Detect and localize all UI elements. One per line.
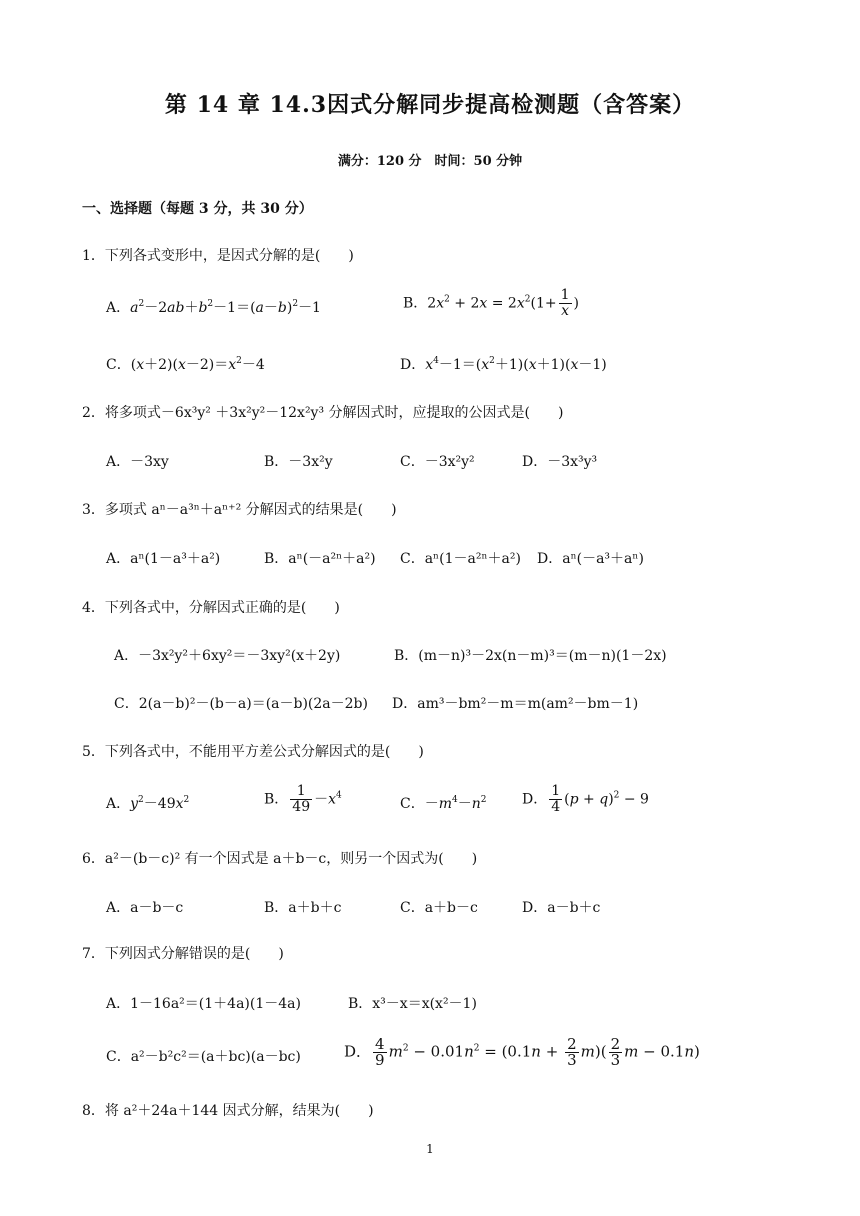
q1-option-c: C．$(x+2)(x-2)=x^2-4$ bbox=[106, 356, 265, 373]
q1-option-a: A．$a^2-2ab+b^2-1=(a-b)^2-1$ bbox=[106, 299, 321, 316]
q7-option-b: B．x³－x＝x(x²－1) bbox=[348, 996, 477, 1012]
question-6: 6．a²－(b－c)² 有一个因式是 a＋b－c，则另一个因式为( ) bbox=[82, 851, 478, 867]
q6-option-d: D．a－b＋c bbox=[522, 900, 601, 916]
q2-option-c: C．－3x²y² bbox=[400, 454, 475, 470]
q3-option-c: C．aⁿ(1－a²ⁿ＋a²) bbox=[400, 551, 521, 567]
q4-option-c: C．2(a－b)²－(b－a)＝(a－b)(2a－2b) bbox=[114, 696, 368, 712]
q3-option-b: B．aⁿ(－a²ⁿ＋a²) bbox=[264, 551, 376, 567]
question-3: 3．多项式 aⁿ－a³ⁿ＋aⁿ⁺² 分解因式的结果是( ) bbox=[82, 502, 397, 518]
q1-option-b: B．$2x^2 + 2x = 2x^2(1+$ $\frac{1}{x}$ ) bbox=[403, 287, 579, 319]
q5-option-b: B． $\frac{1}{49}$ $-x^4$ bbox=[264, 783, 342, 815]
q4-option-d: D．am³－bm²－m＝m(am²－bm－1) bbox=[392, 696, 639, 712]
q6-option-c: C．a＋b－c bbox=[400, 900, 478, 916]
question-1: 1．下列各式变形中，是因式分解的是( ) bbox=[82, 248, 354, 264]
section-heading: 一、选择题（每题 3 分，共 30 分） bbox=[82, 201, 313, 217]
q4-option-a: A．－3x²y²＋6xy²＝－3xy²(x＋2y) bbox=[114, 648, 341, 664]
q3-option-a: A．aⁿ(1－a³＋a²) bbox=[106, 551, 221, 567]
q5-option-a: A．$y^2-49x^2$ bbox=[106, 795, 190, 812]
question-7: 7．下列因式分解错误的是( ) bbox=[82, 946, 284, 962]
exam-meta: 满分：120 分 时间：50 分钟 bbox=[337, 154, 523, 169]
q2-option-b: B．－3x²y bbox=[264, 454, 333, 470]
q2-option-d: D．－3x³y³ bbox=[522, 454, 598, 470]
question-4: 4．下列各式中，分解因式正确的是( ) bbox=[82, 600, 340, 616]
q2-option-a: A．－3xy bbox=[106, 454, 169, 470]
q6-option-a: A．a－b－c bbox=[106, 900, 184, 916]
question-8: 8．将 a²＋24a＋144 因式分解，结果为( ) bbox=[82, 1103, 374, 1119]
q7-option-d: D． $\frac{4}{9}$ $m^2 - 0.01n^2 = (0.1n$ + $\frac{2}{3}$ m)( $\frac{2}{3}$ m − 0.1n) bbox=[344, 1035, 700, 1069]
q1-option-d: D．$x^4-1=(x^2+1)(x+1)(x-1)$ bbox=[400, 356, 607, 373]
q7-option-a: A．1－16a²＝(1＋4a)(1－4a) bbox=[106, 996, 301, 1012]
question-2: 2．将多项式－6x³y² ＋3x²y²－12x²y³ 分解因式时，应提取的公因式是( ) bbox=[82, 405, 564, 421]
page-title: 第 14 章 14.3因式分解同步提高检测题（含答案） bbox=[164, 92, 696, 118]
q5-option-d: D． $\frac{1}{4}$ $(p + q)^2 - 9$ bbox=[522, 783, 649, 815]
q3-option-d: D．aⁿ(－a³＋aⁿ) bbox=[537, 551, 644, 567]
q7-option-c: C．a²－b²c²＝(a＋bc)(a－bc) bbox=[106, 1049, 301, 1065]
q5-option-c: C．$-m^4-n^2$ bbox=[400, 795, 487, 812]
q4-option-b: B．(m－n)³－2x(n－m)³＝(m－n)(1－2x) bbox=[394, 648, 667, 664]
question-5: 5．下列各式中，不能用平方差公式分解因式的是( ) bbox=[82, 744, 424, 760]
page-number: 1 bbox=[426, 1142, 434, 1156]
q6-option-b: B．a＋b＋c bbox=[264, 900, 342, 916]
